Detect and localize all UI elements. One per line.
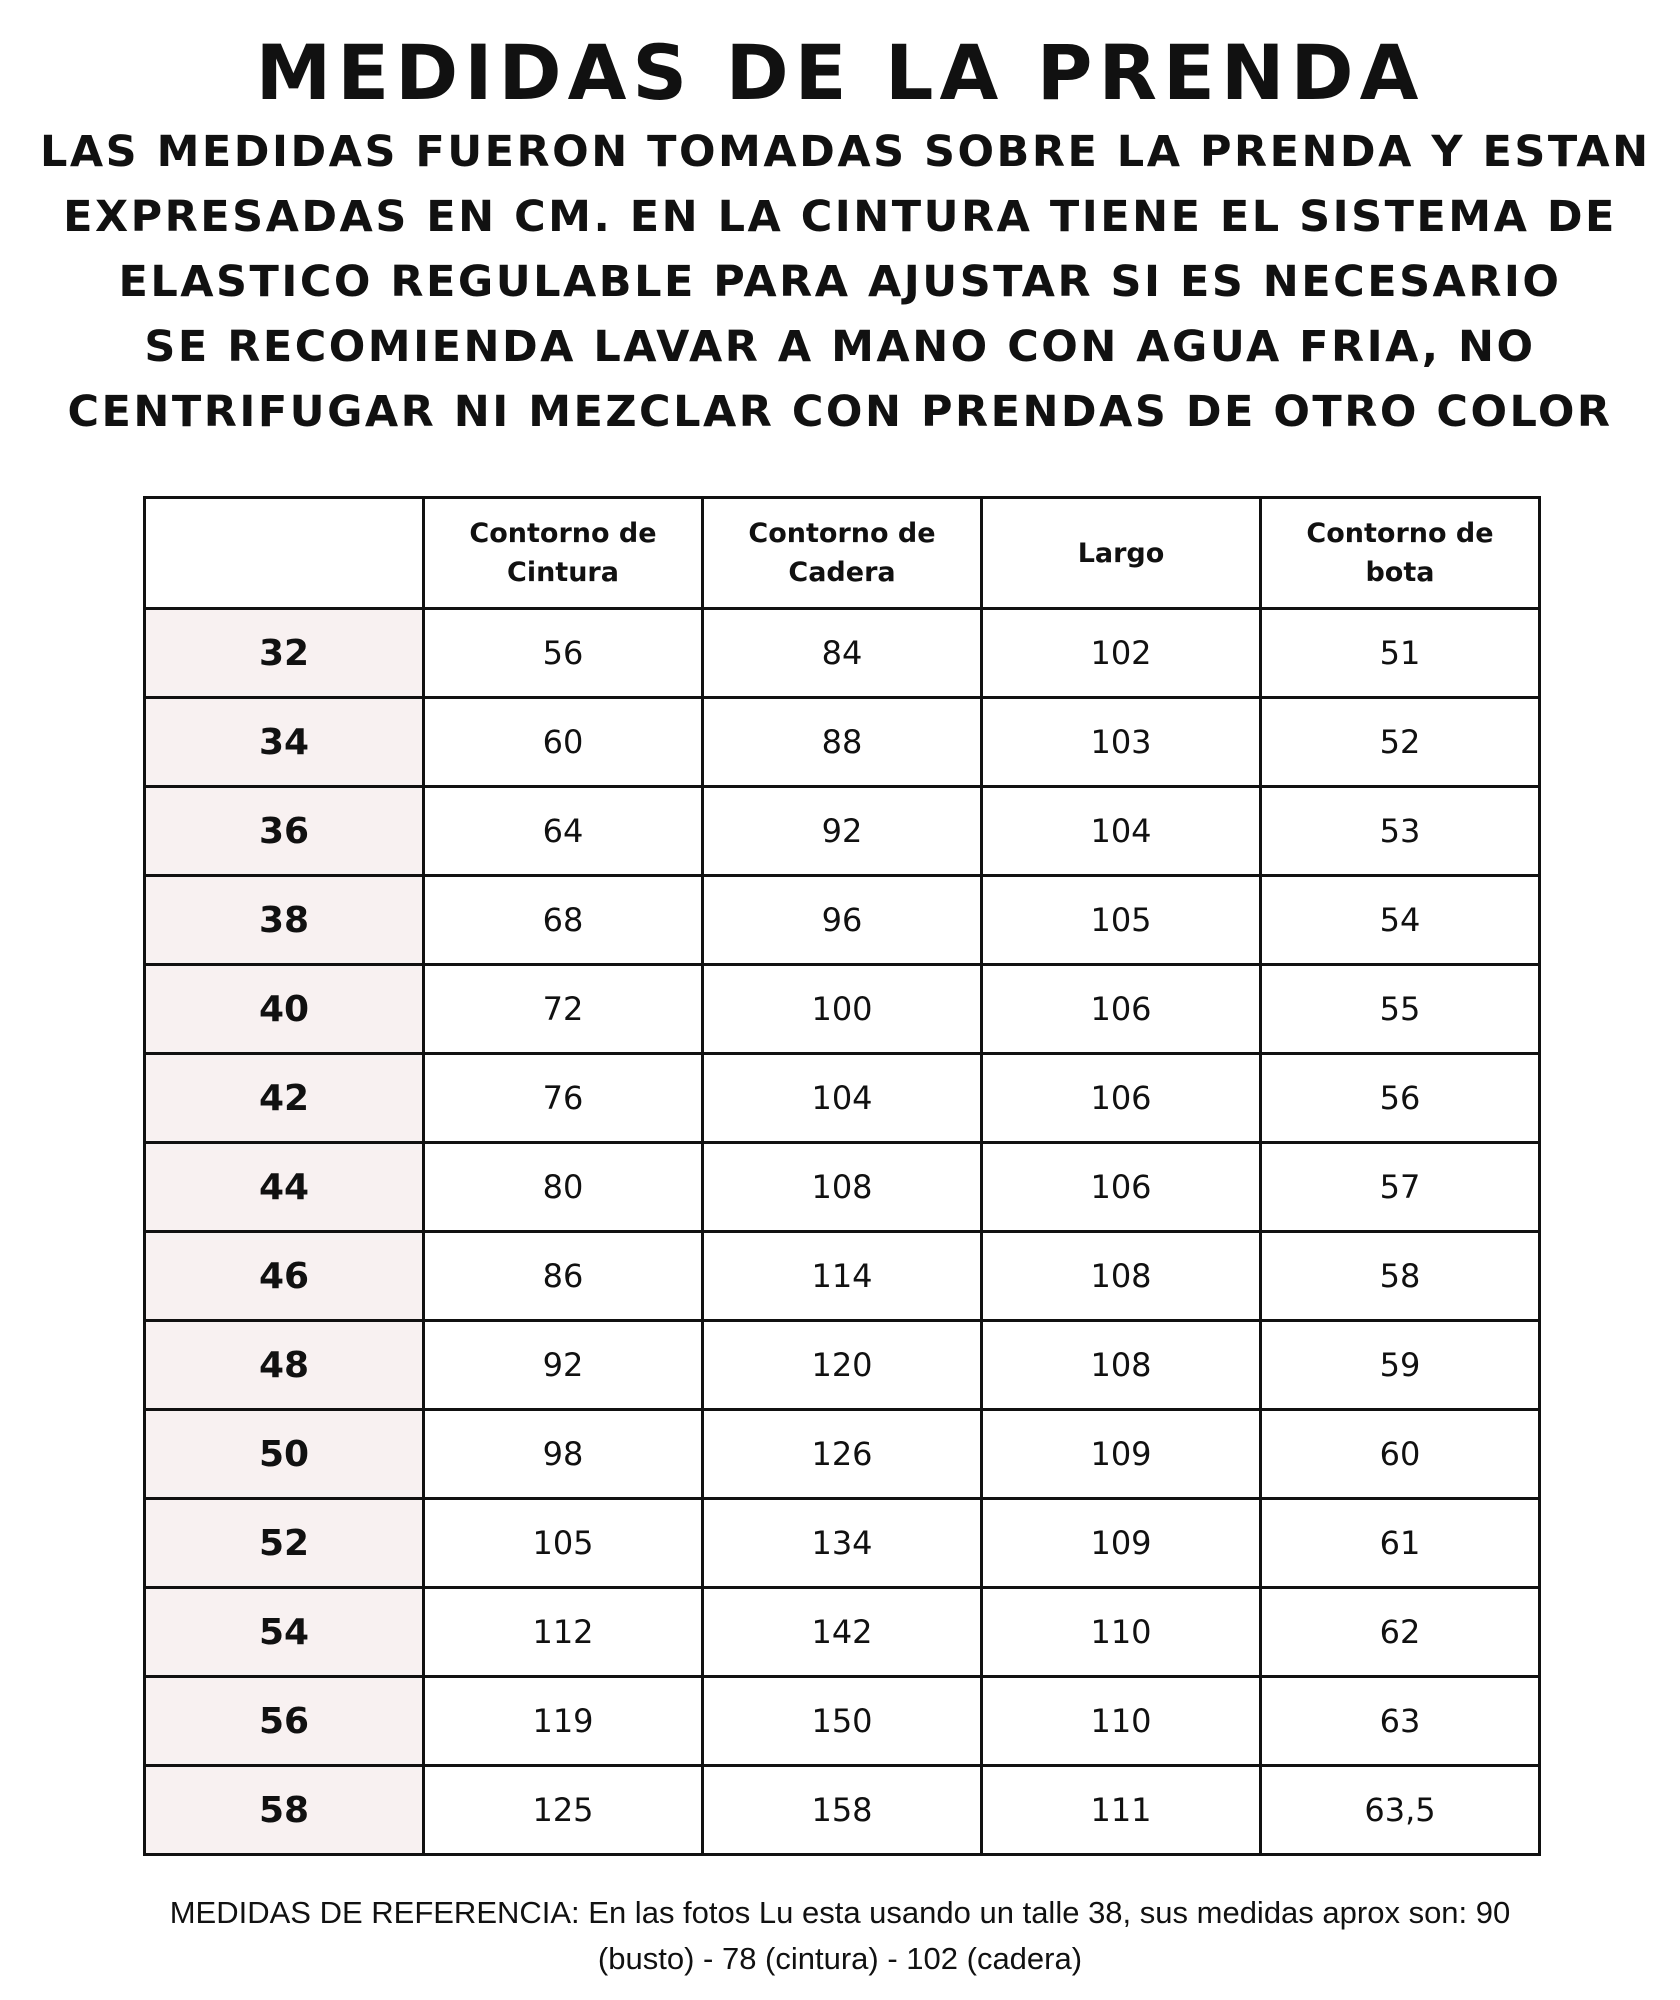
- hip-cell: 126: [703, 1410, 982, 1499]
- leg-opening-cell: 61: [1261, 1499, 1540, 1588]
- header-line: Cintura: [507, 557, 619, 588]
- care-instructions: [40, 120, 1651, 445]
- length-cell: 106: [982, 1054, 1261, 1143]
- table-header-row: [145, 498, 1540, 609]
- page-title: MEDIDAS DE LA PRENDA: [255, 28, 1425, 117]
- length-cell: 108: [982, 1321, 1261, 1410]
- waist-cell: 92: [424, 1321, 703, 1410]
- length-cell: 109: [982, 1499, 1261, 1588]
- leg-opening-cell: 59: [1261, 1321, 1540, 1410]
- header-waist: [424, 498, 703, 609]
- table-row: [145, 787, 1540, 876]
- hip-cell: 108: [703, 1143, 982, 1232]
- hip-cell: 104: [703, 1054, 982, 1143]
- hip-cell: 84: [703, 609, 982, 698]
- size-cell: 36: [145, 787, 424, 876]
- waist-cell: 98: [424, 1410, 703, 1499]
- size-cell: 42: [145, 1054, 424, 1143]
- header-line: Contorno de: [469, 518, 657, 549]
- leg-opening-cell: 60: [1261, 1410, 1540, 1499]
- table-row: [145, 609, 1540, 698]
- intro-line: ELASTICO REGULABLE PARA AJUSTAR SI ES NECESARIO: [118, 257, 1562, 307]
- waist-cell: 119: [424, 1677, 703, 1766]
- leg-opening-cell: 52: [1261, 698, 1540, 787]
- table-row: [145, 876, 1540, 965]
- length-cell: 109: [982, 1410, 1261, 1499]
- intro-line: SE RECOMIENDA LAVAR A MANO CON AGUA FRIA, NO: [144, 322, 1536, 372]
- waist-cell: 125: [424, 1766, 703, 1855]
- size-cell: 46: [145, 1232, 424, 1321]
- hip-cell: 134: [703, 1499, 982, 1588]
- leg-opening-cell: 58: [1261, 1232, 1540, 1321]
- waist-cell: 68: [424, 876, 703, 965]
- leg-opening-cell: 55: [1261, 965, 1540, 1054]
- table-row: [145, 1588, 1540, 1677]
- size-cell: 58: [145, 1766, 424, 1855]
- leg-opening-cell: 54: [1261, 876, 1540, 965]
- leg-opening-cell: 56: [1261, 1054, 1540, 1143]
- waist-cell: 72: [424, 965, 703, 1054]
- size-cell: 34: [145, 698, 424, 787]
- waist-cell: 64: [424, 787, 703, 876]
- header-line: Cadera: [788, 557, 896, 588]
- header-line: Contorno de: [1306, 518, 1494, 549]
- length-cell: 104: [982, 787, 1261, 876]
- hip-cell: 150: [703, 1677, 982, 1766]
- size-cell: 40: [145, 965, 424, 1054]
- waist-cell: 60: [424, 698, 703, 787]
- leg-opening-cell: 63: [1261, 1677, 1540, 1766]
- size-cell: 48: [145, 1321, 424, 1410]
- table-row: [145, 1499, 1540, 1588]
- leg-opening-cell: 63,5: [1261, 1766, 1540, 1855]
- header-length: [982, 498, 1261, 609]
- table-row: [145, 1677, 1540, 1766]
- length-cell: 110: [982, 1677, 1261, 1766]
- table-row: [145, 1321, 1540, 1410]
- header-leg-opening: [1261, 498, 1540, 609]
- table-row: [145, 1766, 1540, 1855]
- leg-opening-cell: 51: [1261, 609, 1540, 698]
- size-cell: 32: [145, 609, 424, 698]
- hip-cell: 114: [703, 1232, 982, 1321]
- table-row: [145, 1054, 1540, 1143]
- length-cell: 105: [982, 876, 1261, 965]
- leg-opening-cell: 62: [1261, 1588, 1540, 1677]
- waist-cell: 80: [424, 1143, 703, 1232]
- length-cell: 106: [982, 965, 1261, 1054]
- hip-cell: 100: [703, 965, 982, 1054]
- hip-cell: 142: [703, 1588, 982, 1677]
- intro-line: LAS MEDIDAS FUERON TOMADAS SOBRE LA PRENDA Y ESTAN: [40, 127, 1651, 177]
- size-cell: 50: [145, 1410, 424, 1499]
- table-body: [145, 609, 1540, 1855]
- header-size: [145, 498, 424, 609]
- table-row: [145, 1410, 1540, 1499]
- size-cell: 52: [145, 1499, 424, 1588]
- leg-opening-cell: 53: [1261, 787, 1540, 876]
- size-chart-table: [143, 496, 1541, 1856]
- table-row: [145, 1143, 1540, 1232]
- waist-cell: 76: [424, 1054, 703, 1143]
- table-row: [145, 698, 1540, 787]
- length-cell: 106: [982, 1143, 1261, 1232]
- intro-line: EXPRESADAS EN CM. EN LA CINTURA TIENE EL SISTEMA DE: [63, 192, 1617, 242]
- reference-note: [50, 1890, 1630, 1982]
- size-cell: 56: [145, 1677, 424, 1766]
- header-line: Contorno de: [748, 518, 936, 549]
- table-row: [145, 965, 1540, 1054]
- waist-cell: 105: [424, 1499, 703, 1588]
- waist-cell: 86: [424, 1232, 703, 1321]
- header-line: Largo: [1077, 537, 1165, 569]
- table-row: [145, 1232, 1540, 1321]
- hip-cell: 96: [703, 876, 982, 965]
- size-cell: 54: [145, 1588, 424, 1677]
- size-cell: 44: [145, 1143, 424, 1232]
- waist-cell: 112: [424, 1588, 703, 1677]
- header-hip: [703, 498, 982, 609]
- length-cell: 111: [982, 1766, 1261, 1855]
- length-cell: 110: [982, 1588, 1261, 1677]
- intro-line: CENTRIFUGAR NI MEZCLAR CON PRENDAS DE OTRO COLOR: [67, 387, 1613, 437]
- length-cell: 108: [982, 1232, 1261, 1321]
- hip-cell: 92: [703, 787, 982, 876]
- length-cell: 103: [982, 698, 1261, 787]
- hip-cell: 158: [703, 1766, 982, 1855]
- footnote-line: (busto) - 78 (cintura) - 102 (cadera): [597, 1941, 1083, 1976]
- waist-cell: 56: [424, 609, 703, 698]
- size-cell: 38: [145, 876, 424, 965]
- hip-cell: 120: [703, 1321, 982, 1410]
- header-line: bota: [1365, 557, 1435, 588]
- footnote-line: MEDIDAS DE REFERENCIA: En las fotos Lu esta usando un talle 38, sus medidas aprox son: 90: [169, 1895, 1511, 1930]
- length-cell: 102: [982, 609, 1261, 698]
- leg-opening-cell: 57: [1261, 1143, 1540, 1232]
- hip-cell: 88: [703, 698, 982, 787]
